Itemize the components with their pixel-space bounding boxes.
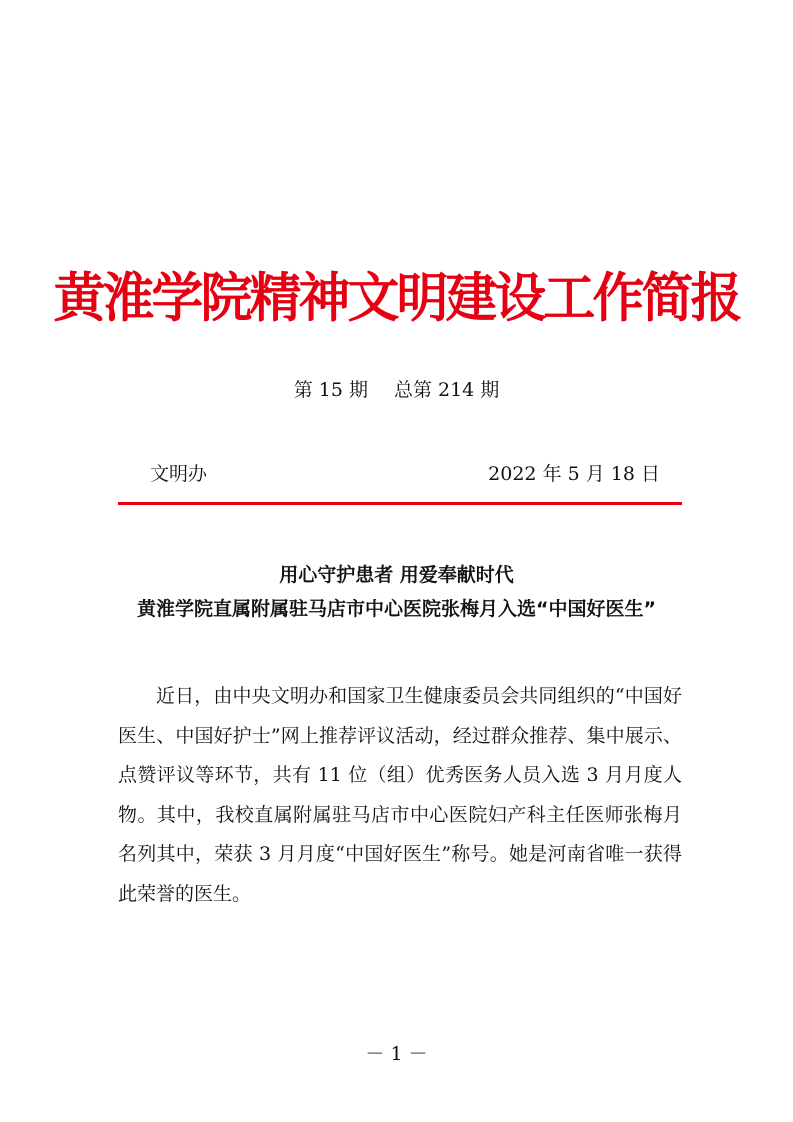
article-headline: 用心守护患者 用爱奉献时代 bbox=[279, 564, 514, 586]
total-issue-number: 总第 214 期 bbox=[393, 379, 500, 401]
issuer-date-row bbox=[150, 460, 660, 488]
issue-date: 2022 年 5 月 18 日 bbox=[488, 463, 660, 485]
article-body-paragraph: 近日，由中央文明办和国家卫生健康委员会共同组织的“中国好医生、中国好护士”网上推荐评议活动，经过群众推荐、集中展示、点赞评议等环节，共有 11 位（组）优秀医务人员入选 3 月月度人物。其中，我校直属附属驻马店市中心医院妇产科主任医师张梅月名列其中，荣获 3 月月度“中国好医生”称号。她是河南省唯一获得此荣誉的医生。 bbox=[118, 685, 682, 905]
issue-number: 第 15 期 bbox=[293, 379, 368, 401]
issue-number-line bbox=[0, 376, 793, 404]
page-number: － 1 － bbox=[365, 1043, 428, 1065]
issuer-office: 文明办 bbox=[150, 463, 208, 485]
red-divider-line bbox=[118, 502, 682, 505]
article-subheadline: 黄淮学院直属附属驻马店市中心医院张梅月入选“中国好医生” bbox=[137, 598, 656, 620]
bulletin-masthead-title: 黄淮学院精神文明建设工作简报 bbox=[53, 267, 740, 329]
